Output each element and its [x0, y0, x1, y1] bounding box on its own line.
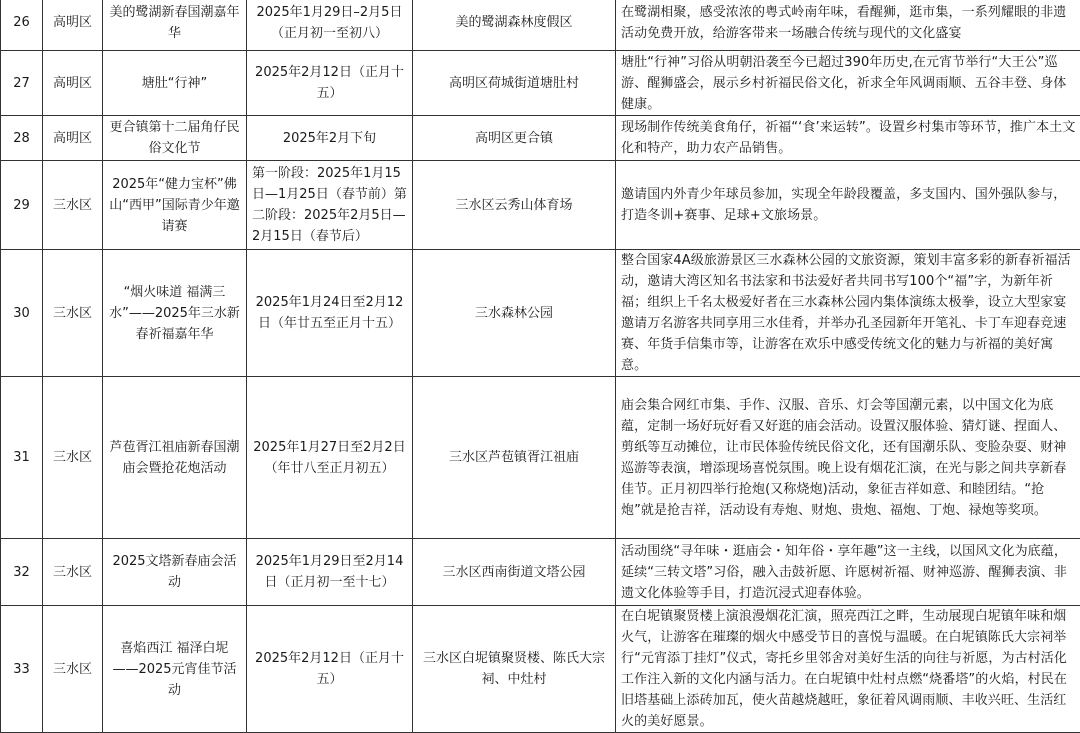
description-cell: 在白坭镇聚贤楼上演浪漫烟花汇演，照亮西江之畔，生动展现白坭镇年味和烟火气，让游客在璀璨的烟火中感受节日的喜悦与温暖。在白坭镇陈氏大宗祠举行“元宵添丁挂灯”仪式，寄托乡里邻舍对美好生活的向往与祈愿，为古村活化工作注入新的文化内涵与活力。在白坭镇中灶村点燃“烧番塔”的火焰，村民在旧塔基础上添砖加瓦，使火苗越烧越旺，象征着风调雨顺、丰收兴旺、生活红火的美好愿景。	[616, 606, 1080, 733]
description-cell: 在鹭湖相聚，感受浓浓的粤式岭南年味，看醒狮，逛市集，一系列耀眼的非遗活动免费开放，给游客带来一场融合传统与现代的文化盛宴	[616, 0, 1080, 51]
venue-cell: 高明区更合镇	[413, 116, 616, 161]
table-row	[1, 377, 1080, 539]
table-row	[1, 116, 1080, 161]
table-row	[1, 539, 1080, 606]
venue-cell: 三水区西南街道文塔公园	[413, 539, 616, 606]
date-cell: 2025年1月29日–2月5日（正月初一至初八）	[247, 0, 413, 51]
table-row	[1, 161, 1080, 250]
date-cell: 2025年2月12日（正月十五）	[247, 606, 413, 733]
venue-cell: 美的鹭湖森林度假区	[413, 0, 616, 51]
date-cell: 第一阶段：2025年1月15日—1月25日（春节前）第二阶段：2025年2月5日—2月15日（春节后）	[247, 161, 413, 250]
district-cell: 高明区	[43, 116, 103, 161]
table-row	[1, 250, 1080, 377]
venue-cell: 三水区白坭镇聚贤楼、陈氏大宗祠、中灶村	[413, 606, 616, 733]
row-number: 30	[1, 250, 43, 377]
district-cell: 高明区	[43, 51, 103, 116]
district-cell: 三水区	[43, 161, 103, 250]
table-row	[1, 606, 1080, 733]
table-row	[1, 51, 1080, 116]
row-number: 28	[1, 116, 43, 161]
date-cell: 2025年2月下旬	[247, 116, 413, 161]
district-cell: 三水区	[43, 539, 103, 606]
description-cell: 庙会集合网红市集、手作、汉服、音乐、灯会等国潮元素，以中国文化为底蕴，定制一场好玩好看又好逛的庙会活动。设置汉服体验、猜灯谜、捏面人、剪纸等互动摊位，让市民体验传统民俗文化，还有国潮乐队、变脸杂耍、财神巡游等表演，增添现场喜悦氛围。晚上设有烟花汇演，在光与影之间共享新春佳节。正月初四举行抢炮(又称烧炮)活动，象征吉祥如意、和睦团结。“抢炮”就是抢吉祥，活动设有寿炮、财炮、贵炮、福炮、丁炮、禄炮等奖项。	[616, 377, 1080, 539]
district-cell: 三水区	[43, 377, 103, 539]
row-number: 32	[1, 539, 43, 606]
venue-cell: 高明区荷城街道塘肚村	[413, 51, 616, 116]
event-name-cell: 喜焰西江 福泽白坭——2025元宵佳节活动	[103, 606, 247, 733]
date-cell: 2025年1月27日至2月2日（年廿八至正月初五）	[247, 377, 413, 539]
date-cell: 2025年1月24日至2月12日（年廿五至正月十五）	[247, 250, 413, 377]
district-cell: 三水区	[43, 250, 103, 377]
event-name-cell: “烟火味道 福满三水”——2025年三水新春祈福嘉年华	[103, 250, 247, 377]
description-cell: 现场制作传统美食角仔，祈福“‘食’来运转”。设置乡村集市等环节，推广本土文化和特产，助力农产品销售。	[616, 116, 1080, 161]
row-number: 26	[1, 0, 43, 51]
venue-cell: 三水区芦苞镇胥江祖庙	[413, 377, 616, 539]
date-cell: 2025年2月12日（正月十五）	[247, 51, 413, 116]
venue-cell: 三水区云秀山体育场	[413, 161, 616, 250]
district-cell: 三水区	[43, 606, 103, 733]
row-number: 27	[1, 51, 43, 116]
district-cell: 高明区	[43, 0, 103, 51]
event-name-cell: 塘肚“行神”	[103, 51, 247, 116]
event-name-cell: 美的鹭湖新春国潮嘉年华	[103, 0, 247, 51]
event-name-cell: 2025文塔新春庙会活动	[103, 539, 247, 606]
description-cell: 塘肚“行神”习俗从明朝沿袭至今已超过390年历史,在元宵节举行“大王公”巡游、醒狮盛会，展示乡村祈福民俗文化，祈求全年风调雨顺、五谷丰登、身体健康。	[616, 51, 1080, 116]
description-cell: 邀请国内外青少年球员参加，实现全年龄段覆盖，多支国内、国外强队参与，打造冬训+赛事、足球+文旅场景。	[616, 161, 1080, 250]
row-number: 29	[1, 161, 43, 250]
event-name-cell: 芦苞胥江祖庙新春国潮庙会暨抢花炮活动	[103, 377, 247, 539]
venue-cell: 三水森林公园	[413, 250, 616, 377]
event-name-cell: 2025年“健力宝杯”佛山“西甲”国际青少年邀请赛	[103, 161, 247, 250]
row-number: 33	[1, 606, 43, 733]
date-cell: 2025年1月29日至2月14日（正月初一至十七）	[247, 539, 413, 606]
description-cell: 整合国家4A级旅游景区三水森林公园的文旅资源，策划丰富多彩的新春祈福活动，邀请大湾区知名书法家和书法爱好者共同书写100个“福”字，为新年祈福；组织上千名太极爱好者在三水森林公园内集体演练太极拳，设立大型家宴邀请万名游客共同享用三水佳肴，并举办孔圣园新年开笔礼、卡丁车迎春竞速赛、年货手信集市等，让游客在欢乐中感受传统文化的魅力与祈福的美好寓意。	[616, 250, 1080, 377]
description-cell: 活动围绕“寻年味・逛庙会・知年俗・享年趣”这一主线，以国风文化为底蕴，延续“三转文塔”习俗，融入击鼓祈愿、许愿树祈福、财神巡游、醒狮表演、非遗文化体验等手目，打造沉浸式迎春体验。	[616, 539, 1080, 606]
table-row	[1, 0, 1080, 51]
row-number: 31	[1, 377, 43, 539]
event-name-cell: 更合镇第十二届角仔民俗文化节	[103, 116, 247, 161]
